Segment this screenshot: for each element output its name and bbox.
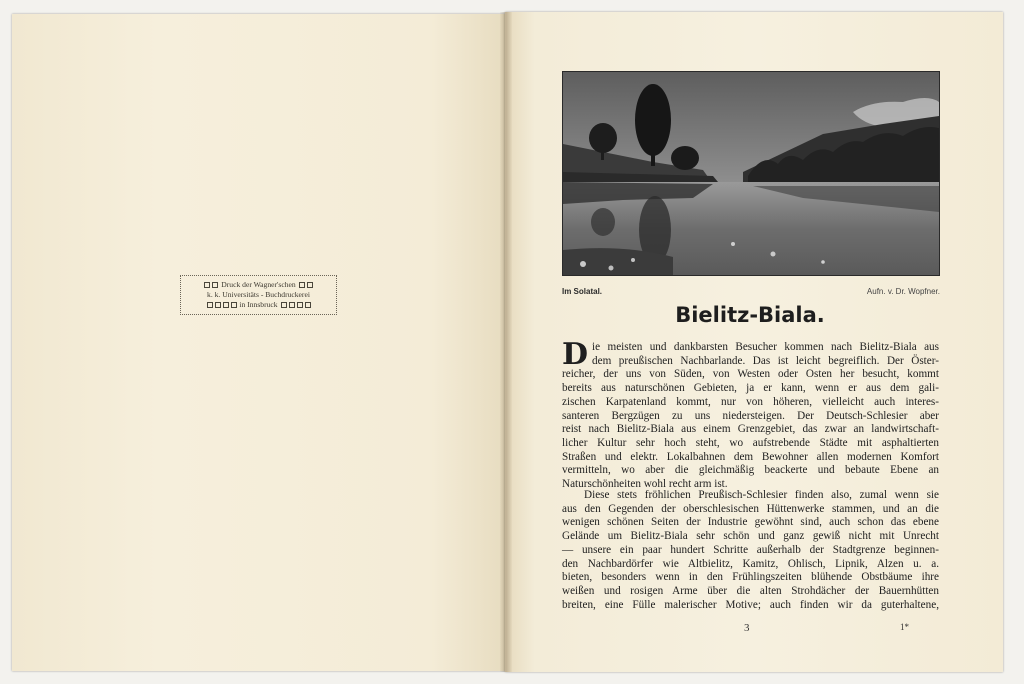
text-line: aus den Gegenden der oberschlesischen Hüttenwerke stammen, und an die (562, 502, 939, 515)
text-line: ie meisten und dankbarsten Besucher kommen nach Bielitz-Biala aus (592, 341, 939, 353)
drop-cap: D (562, 337, 589, 372)
text-line: reicher, der uns von Süden, von Westen oder Osten her besucht, kommt (562, 368, 939, 381)
text-line: breiten, eine Fülle malerischer Motive; auch finden wir da guterhaltene, (562, 598, 939, 611)
river-landscape-illustration (563, 72, 939, 275)
imprint-line-2: k. k. Universitäts - Buchdruckerei (207, 290, 310, 299)
imprint-line-3: in Innsbruck (239, 300, 278, 309)
photo-credit: Aufn. v. Dr. Wopfner. (866, 287, 940, 296)
text-line: Diese stets fröhlichen Preußisch-Schlesier finden also, zumal wenn sie (584, 489, 939, 501)
page-number: 3 (744, 622, 750, 634)
text-line: dem preußischen Nachbarlande. Das ist leicht begreiflich. Der Öster- (592, 354, 939, 367)
river-landscape-photo (562, 71, 940, 276)
text-line: Naturschönheiten wohl recht arm ist. (562, 478, 728, 491)
text-line: santeren Bergzügen zu uns niedersteigen. Der Deutsch-Schlesier aber (562, 409, 939, 422)
text-line: vermitteln, wo aber die gleichmäßig beackerte und bebaute Ebene an (562, 464, 939, 477)
paragraph-1 (562, 337, 939, 492)
signature-mark: 1* (900, 622, 909, 632)
text-line: reist nach Bielitz-Biala aus einem Grenzgebiet, das zwar an landwirtschaft- (562, 423, 939, 436)
left-page (12, 14, 505, 671)
text-line: bieten, besonders wenn in den Frühlingszeiten blühende Obstbäume ihre (562, 571, 939, 584)
photo-caption: Im Solatal. (562, 287, 603, 296)
book-gutter (500, 12, 512, 672)
text-line: Straßen und elektr. Lokalbahnen dem Bewohner allen modernen Komfort (562, 450, 939, 463)
chapter-title: Bielitz-Biala. (675, 303, 825, 327)
text-line: wenigen schönen Seiten der Industrie gewöhnt sind, auch schon das ebene (562, 516, 939, 529)
paragraph-2 (562, 489, 939, 612)
text-line: bereits aus naturschönen Gebieten, ja er kann, wenn er aus dem gali- (562, 382, 939, 395)
text-line: zischen Karpatenland kommt, nur von höheren, vielleicht auch interes- (562, 395, 939, 408)
text-line: weißen und rosigen Arme über die alten Strohdächer der Bauernhütten (562, 584, 939, 597)
text-line: Gelände um Bielitz-Biala sehr schön und ganz gewiß nicht mit Unrecht (562, 530, 939, 543)
printer-imprint-box (180, 275, 337, 315)
text-line: den Nachbardörfer wie Altbielitz, Kamitz, Ohlisch, Lipnik, Alzen u. a. (562, 557, 939, 570)
text-line: licher Kultur sehr hoch steht, wo aufstrebende Städte mit asphaltierten (562, 436, 939, 449)
text-line: — unsere ein paar hundert Schritte außerhalb der Stadtgrenze beginnen- (562, 543, 939, 556)
imprint-line-1: Druck der Wagner'schen (221, 280, 296, 289)
